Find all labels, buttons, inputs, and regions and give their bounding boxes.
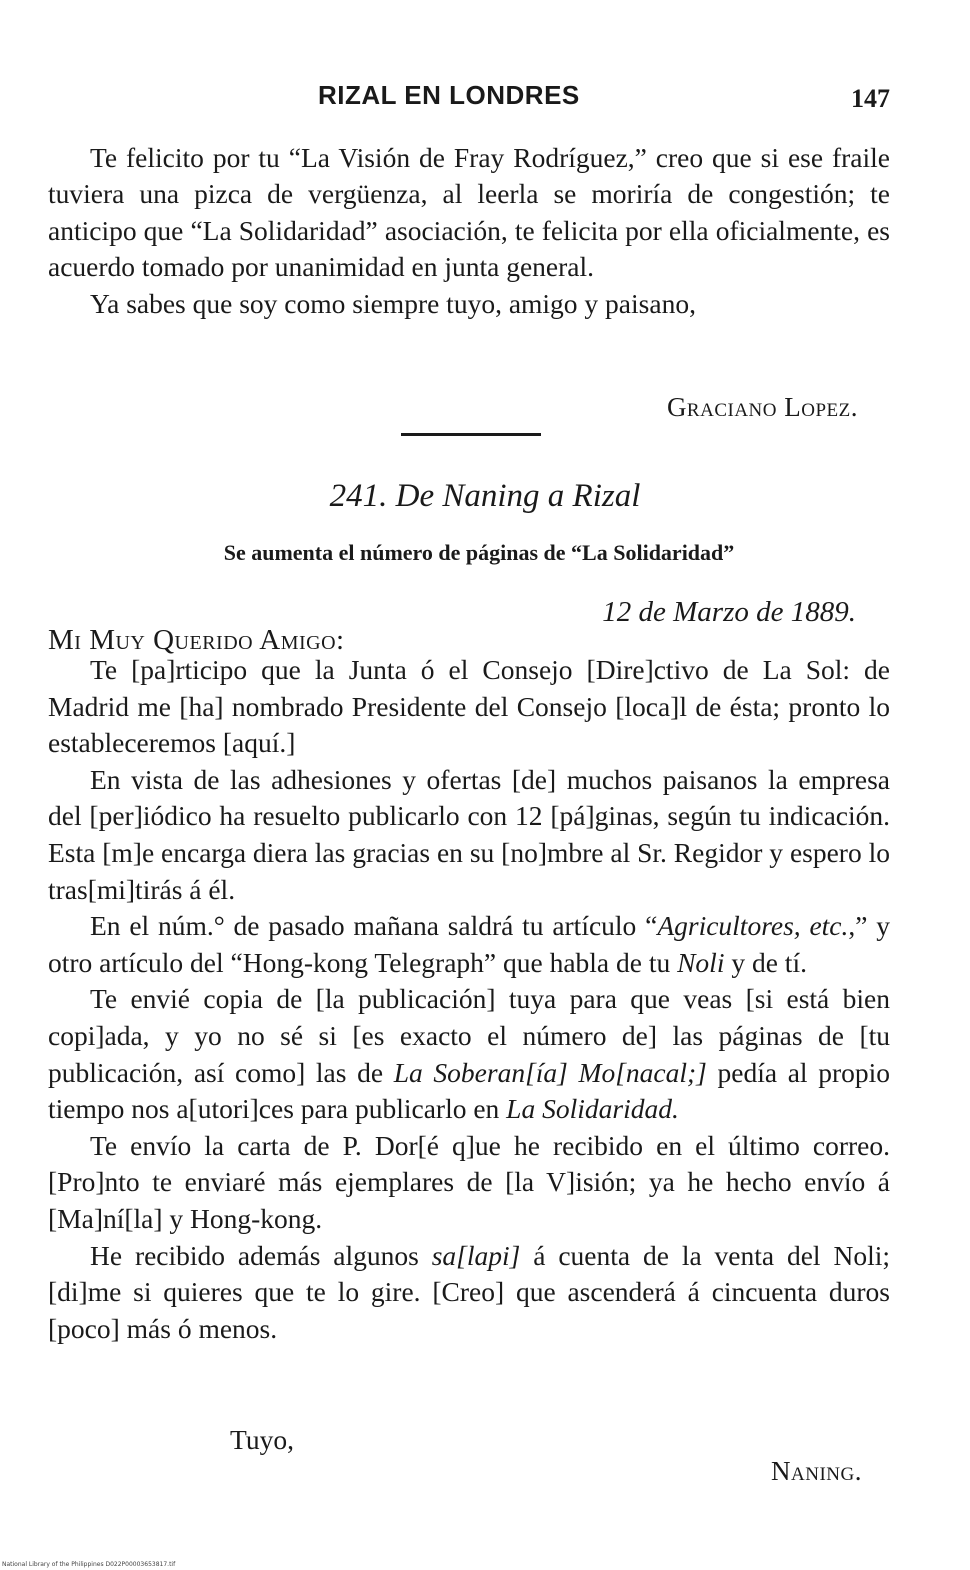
text-run: ,” y otro artículo del “Hong-kong Telegraph” que habla de tu <box>48 910 890 978</box>
italic-title: Noli <box>677 946 725 978</box>
text-run: y de tí. <box>724 946 807 978</box>
paragraph: Te [pa]rticipo que la Junta ó el Consejo [Dire]ctivo de La Sol: de Madrid me [ha] nombrado Presidente del Consejo [loca]l de ésta; pronto lo estableceremos [aquí.] <box>48 654 890 759</box>
text-run: En el núm.° de pasado mañana saldrá tu artículo “ <box>90 910 658 942</box>
text-run: Te envié copia de [la publicación] tuya para que veas [si está bien copi]ada, y yo no sé si [es exacto el número de] las páginas de [tu publicación, así como] las de <box>48 983 890 1088</box>
paragraph: Ya sabes que soy como siempre tuyo, amigo y paisano, <box>90 287 696 319</box>
paragraph: En vista de las adhesiones y ofertas [de] muchos paisanos la empresa del [per]iódico ha resuelto publicarlo con 12 [pá]ginas, según tu indicación. Esta [m]e encarga diera las gracias en su [no]mbre al Sr. Regidor y espero lo tras[mi]tirás á él. <box>48 763 890 905</box>
text-run: pedía al propio tiempo nos a[utori]ces para publicarlo en <box>48 1056 891 1125</box>
italic-word: sa[lapi] <box>431 1239 521 1271</box>
paragraph <box>48 1238 890 1348</box>
paragraph <box>48 981 890 1127</box>
italic-title: La Solidaridad. <box>506 1093 679 1125</box>
scan-footer-note: National Library of the Philippines D022P00003653817.tif <box>2 1561 176 1568</box>
paragraph: Te envío la carta de P. Dor[é q]ue he recibido en el último correo. [Pro]nto te enviaré más ejemplares de [la V]isión; ya he hecho envío á [Ma]ní[la] y Hong-kong. <box>48 1129 890 1234</box>
letter-date: 12 de Marzo de 1889. <box>602 596 856 628</box>
letter-signature: Naning. <box>771 1456 862 1486</box>
paragraph: Te felicito por tu “La Visión de Fray Rodríguez,” creo que si ese fraile tuviera una pizca de vergüenza, al leerla se moriría de congestión; te anticipo que “La Solidaridad” asociación, te felicita por ella oficialmente, es acuerdo tomado por unanimidad en junta general. <box>48 142 890 283</box>
closing: Tuyo, <box>230 1424 294 1455</box>
letter-heading: 241. De Naning a Rizal <box>329 478 641 514</box>
text-run: á cuenta de la venta del Noli; [di]me si quieres que te lo gire. [Creo] que ascenderá á cincuenta duros [poco] más ó menos. <box>48 1239 890 1344</box>
section-divider <box>401 433 541 436</box>
italic-title: Agricultores, etc. <box>657 910 849 942</box>
italic-title: La Soberan[ía] Mo[nacal;] <box>393 1056 707 1088</box>
letter-body <box>48 652 890 1347</box>
previous-letter-signature: Graciano Lopez. <box>666 392 858 422</box>
previous-letter-body <box>48 140 890 322</box>
page-number: 147 <box>851 84 890 113</box>
text-run: He recibido además algunos <box>90 1239 432 1271</box>
salutation: Mi Muy Querido Amigo: <box>48 624 345 656</box>
paragraph <box>48 908 890 981</box>
running-title: RIZAL EN LONDRES <box>318 80 580 110</box>
letter-summary: Se aumenta el número de páginas de “La Solidaridad” <box>223 540 735 565</box>
